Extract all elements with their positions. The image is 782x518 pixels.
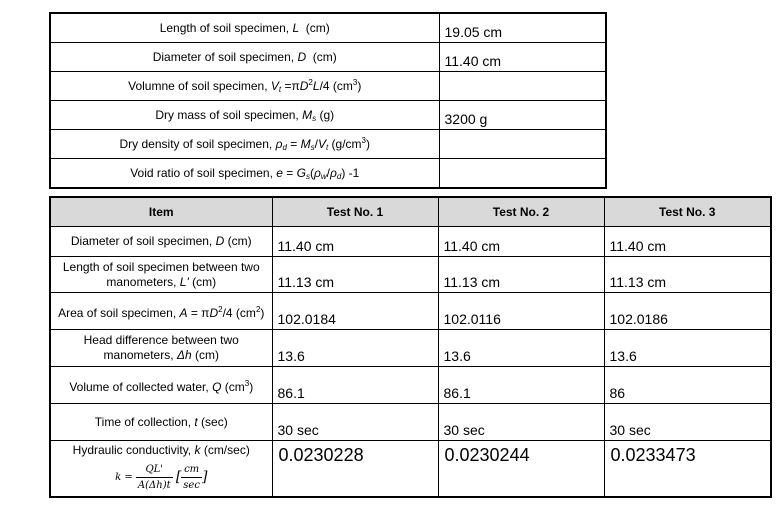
table-row	[50, 13, 606, 43]
conductivity-formula: k = $\frac{QL'}{A(\Delta h)t}$ [ $\frac{cm}{\sec}$ ]	[115, 464, 208, 491]
header-row	[50, 197, 771, 227]
table-row	[50, 257, 771, 293]
row-label: Dry mass of soil specimen, $M_s$ (g)	[50, 101, 439, 130]
row-label: Length of soil specimen between two manometers, L' (cm)	[50, 257, 272, 293]
test-3-value[interactable]: 102.0186	[604, 293, 771, 330]
row-value[interactable]	[439, 159, 606, 189]
test-3-value[interactable]: 11.13 cm	[604, 257, 771, 293]
test-1-value[interactable]: 102.0184	[272, 293, 438, 330]
table-row	[50, 367, 771, 404]
test-2-value[interactable]: 13.6	[438, 330, 604, 367]
test-1-value[interactable]: 13.6	[272, 330, 438, 367]
row-label: Diameter of soil specimen, D (cm)	[50, 227, 272, 257]
specimen-properties-table	[49, 12, 607, 189]
table-row	[50, 404, 771, 441]
test-2-value[interactable]: 11.13 cm	[438, 257, 604, 293]
column-header-item: Item	[50, 197, 272, 227]
row-value[interactable]	[439, 130, 606, 159]
test-3-value[interactable]: 86	[604, 367, 771, 404]
row-label: Volumne of soil specimen, $V_t =\pi D^2L/4$ $(cm^3)$	[50, 72, 439, 101]
table-row	[50, 293, 771, 330]
test-2-value[interactable]: 11.40 cm	[438, 227, 604, 257]
test-3-value[interactable]: 30 sec	[604, 404, 771, 441]
test-2-value[interactable]: 0.0230244	[438, 441, 604, 497]
row-label: Dry density of soil specimen, $\rho_d = M_s/V_t$ $(g/cm^3)$	[50, 130, 439, 159]
test-1-value[interactable]: 0.0230228	[272, 441, 438, 497]
test-1-value[interactable]: 30 sec	[272, 404, 438, 441]
column-header-test-3: Test No. 3	[604, 197, 771, 227]
row-value[interactable]	[439, 72, 606, 101]
table-row	[50, 130, 606, 159]
test-2-value[interactable]: 86.1	[438, 367, 604, 404]
table-row	[50, 72, 606, 101]
table-row	[50, 227, 771, 257]
test-1-value[interactable]: 11.13 cm	[272, 257, 438, 293]
table-row	[50, 159, 606, 189]
row-label: Volume of collected water, Q $(cm^3)$	[50, 367, 272, 404]
table-row	[50, 441, 771, 497]
row-label: Void ratio of soil specimen, $e = G_s(\rho_w/\rho_d)$ -1	[50, 159, 439, 189]
test-2-value[interactable]: 30 sec	[438, 404, 604, 441]
test-2-value[interactable]: 102.0116	[438, 293, 604, 330]
row-label: Length of soil specimen, L (cm)	[50, 13, 439, 43]
test-1-value[interactable]: 11.40 cm	[272, 227, 438, 257]
row-value[interactable]: 11.40 cm	[439, 43, 606, 72]
table-row	[50, 330, 771, 367]
row-label: Diameter of soil specimen, D (cm)	[50, 43, 439, 72]
row-label: Hydraulic conductivity, k (cm/sec) k = $\frac{QL'}{A(\Delta h)t}$ [ $\frac{cm}{\sec}$ ]	[50, 441, 272, 497]
row-value[interactable]: 19.05 cm	[439, 13, 606, 43]
row-label: Area of soil specimen, $A = \pi D^2/4$ $(cm^2)$	[50, 293, 272, 330]
row-value[interactable]: 3200 g	[439, 101, 606, 130]
test-1-value[interactable]: 86.1	[272, 367, 438, 404]
table-row	[50, 43, 606, 72]
table-row	[50, 101, 606, 130]
row-label: Head difference between two manometers, Δh (cm)	[50, 330, 272, 367]
column-header-test-2: Test No. 2	[438, 197, 604, 227]
test-3-value[interactable]: 0.0233473	[604, 441, 771, 497]
column-header-test-1: Test No. 1	[272, 197, 438, 227]
row-label: Time of collection, t (sec)	[50, 404, 272, 441]
permeability-test-table	[49, 196, 772, 498]
test-3-value[interactable]: 11.40 cm	[604, 227, 771, 257]
test-3-value[interactable]: 13.6	[604, 330, 771, 367]
